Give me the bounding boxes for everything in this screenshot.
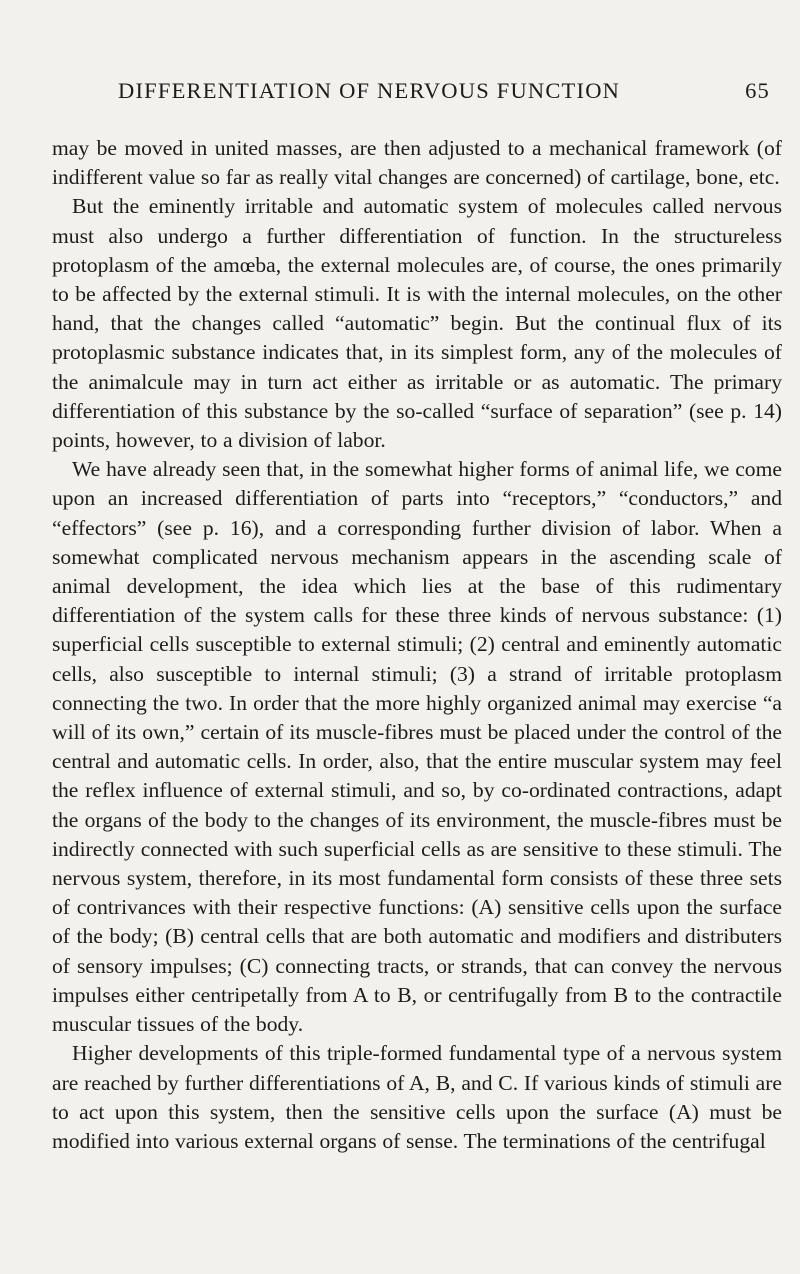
- body-text: [52, 134, 782, 1156]
- running-title: DIFFERENTIATION OF NERVOUS FUNCTION: [118, 78, 621, 103]
- running-header: [118, 78, 770, 104]
- paragraph: But the eminently irritable and automatic system of molecules called nervous must also undergo a further differentiation of function. In the structureless protoplasm of the amœba, the external molecules are, of course, the ones primarily to be affected by the external stimuli. It is with the internal molecules, on the other hand, that the changes called “automatic” begin. But the continual flux of its protoplasmic substance indicates that, in its simplest form, any of the molecules of the animalcule may in turn act either as irritable or as automatic. The primary differentiation of this substance by the so-called “surface of separation” (see p. 14) points, however, to a division of labor.: [52, 194, 782, 453]
- paragraph: Higher developments of this triple-formed fundamental type of a nervous system are reached by further differentiations of A, B, and C. If various kinds of stimuli are to act upon this system, then the sensitive cells upon the surface (A) must be modified into various external organs of sense. The terminations of the centrifugal: [52, 1041, 782, 1153]
- page-number: 65: [745, 78, 770, 103]
- paragraph-continued: may be moved in united masses, are then adjusted to a mechanical framework (of indifferent value so far as really vital changes are concerned) of cartilage, bone, etc.: [52, 136, 782, 190]
- paragraph: We have already seen that, in the somewhat higher forms of animal life, we come upon an increased differentiation of parts into “receptors,” “conductors,” and “effectors” (see p. 16), and a corresponding further division of labor. When a somewhat complicated nervous mechanism appears in the ascending scale of animal development, the idea which lies at the base of this rudimentary differentiation of the system calls for these three kinds of nervous substance: (1) superficial cells susceptible to external stimuli; (2) central and eminently automatic cells, also susceptible to internal stimuli; (3) a strand of irritable protoplasm connecting the two. In order that the more highly organized animal may exercise “a will of its own,” certain of its muscle-fibres must be placed under the control of the central and automatic cells. In order, also, that the entire muscular system may feel the reflex influence of external stimuli, and so, by co-ordinated contractions, adapt the organs of the body to the changes of its environment, the muscle-fibres must be indirectly connected with such superficial cells as are sensitive to these stimuli. The nervous system, therefore, in its most fundamental form consists of these three sets of contrivances with their respective functions: (A) sensitive cells upon the surface of the body; (B) central cells that are both automatic and modifiers and distributers of sensory impulses; (C) connecting tracts, or strands, that can convey the nervous impulses either centripetally from A to B, or centrifugally from B to the contractile muscular tissues of the body.: [52, 457, 782, 1037]
